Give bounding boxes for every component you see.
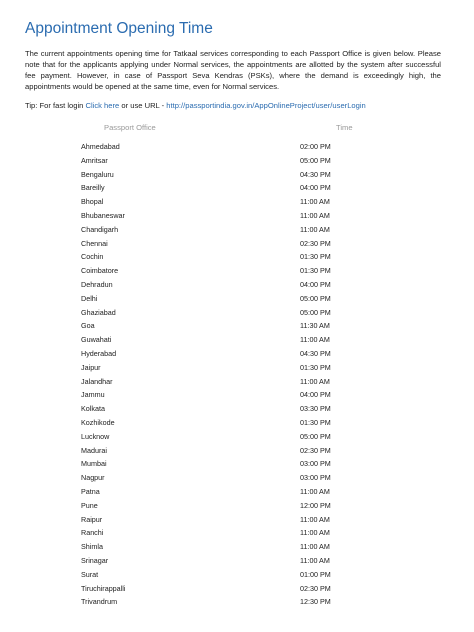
passport-office-cell: Ghaziabad <box>81 307 116 317</box>
column-header-passport-office: Passport Office <box>104 123 156 132</box>
passport-office-cell: Nagpur <box>81 473 105 483</box>
opening-time-cell: 11:00 AM <box>300 514 330 524</box>
opening-time-cell: 11:00 AM <box>300 197 330 207</box>
table-row <box>0 568 474 582</box>
passport-office-cell: Madurai <box>81 445 107 455</box>
table-row <box>0 278 474 292</box>
passport-office-cell: Patna <box>81 486 100 496</box>
opening-time-cell: 11:00 AM <box>300 376 330 386</box>
table-row <box>0 540 474 554</box>
passport-office-cell: Shimla <box>81 542 103 552</box>
opening-time-cell: 04:00 PM <box>300 390 331 400</box>
table-row <box>0 499 474 513</box>
tip-prefix: Tip: For fast login <box>25 101 86 110</box>
column-header-time: Time <box>336 123 353 132</box>
passport-office-cell: Goa <box>81 321 95 331</box>
table-row <box>0 347 474 361</box>
opening-time-cell: 04:30 PM <box>300 169 331 179</box>
passport-office-cell: Tiruchirappalli <box>81 583 126 593</box>
table-row <box>0 209 474 223</box>
table-row <box>0 402 474 416</box>
passport-office-cell: Bhubaneswar <box>81 210 125 220</box>
opening-time-cell: 11:00 AM <box>300 210 330 220</box>
opening-time-cell: 05:00 PM <box>300 307 331 317</box>
table-row <box>0 526 474 540</box>
intro-paragraph: The current appointments opening time for Tatkaal services corresponding to each Passport Office is given below. Please note that for the applicants applying under Normal services, the appointments are allotted by the system after successful fee payment. However, in case of Passport Seva Kendras (PSKs), where the demand is exceedingly high, the appointments would be opened at the same time, even for Normal services. <box>25 49 441 91</box>
table-row <box>0 319 474 333</box>
opening-time-cell: 04:00 PM <box>300 279 331 289</box>
opening-time-cell: 01:30 PM <box>300 417 331 427</box>
opening-time-cell: 03:00 PM <box>300 473 331 483</box>
table-row <box>0 471 474 485</box>
passport-office-cell: Lucknow <box>81 431 110 441</box>
passport-office-cell: Coimbatore <box>81 266 119 276</box>
page-title: Appointment Opening Time <box>25 20 213 37</box>
table-row <box>0 457 474 471</box>
passport-office-cell: Hyderabad <box>81 348 117 358</box>
table-row <box>0 582 474 596</box>
passport-office-cell: Raipur <box>81 514 103 524</box>
passport-office-cell: Chennai <box>81 238 108 248</box>
passport-office-cell: Srinagar <box>81 555 109 565</box>
opening-time-cell: 04:30 PM <box>300 348 331 358</box>
opening-time-cell: 11:00 AM <box>300 224 330 234</box>
tip-middle: or use URL - <box>119 101 167 110</box>
table-row <box>0 237 474 251</box>
passport-office-cell: Delhi <box>81 293 98 303</box>
opening-time-cell: 02:30 PM <box>300 445 331 455</box>
opening-time-cell: 02:30 PM <box>300 583 331 593</box>
passport-office-cell: Dehradun <box>81 279 113 289</box>
passport-office-cell: Ranchi <box>81 528 104 538</box>
passport-office-cell: Trivandrum <box>81 597 118 607</box>
passport-office-cell: Guwahati <box>81 335 112 345</box>
table-row <box>0 595 474 609</box>
opening-time-cell: 01:00 PM <box>300 569 331 579</box>
table-row <box>0 168 474 182</box>
passport-office-cell: Jaipur <box>81 362 101 372</box>
opening-time-cell: 05:00 PM <box>300 155 331 165</box>
opening-time-cell: 12:30 PM <box>300 597 331 607</box>
passport-office-cell: Kozhikode <box>81 417 115 427</box>
table-row <box>0 388 474 402</box>
table-row <box>0 513 474 527</box>
table-row <box>0 361 474 375</box>
passport-office-cell: Mumbai <box>81 459 107 469</box>
table-row <box>0 292 474 306</box>
table-row <box>0 430 474 444</box>
click-here-link[interactable]: Click here <box>85 101 120 110</box>
opening-time-cell: 01:30 PM <box>300 252 331 262</box>
passport-office-cell: Jalandhar <box>81 376 113 386</box>
opening-time-cell: 01:30 PM <box>300 266 331 276</box>
opening-time-cell: 05:00 PM <box>300 431 331 441</box>
table-row <box>0 554 474 568</box>
passport-office-cell: Bhopal <box>81 197 104 207</box>
passport-office-cell: Bengaluru <box>81 169 114 179</box>
passport-office-cell: Kolkata <box>81 404 105 414</box>
table-row <box>0 264 474 278</box>
opening-time-cell: 02:30 PM <box>300 238 331 248</box>
passport-office-cell: Chandigarh <box>81 224 119 234</box>
passport-office-cell: Amritsar <box>81 155 108 165</box>
table-row <box>0 485 474 499</box>
passport-office-cell: Jammu <box>81 390 105 400</box>
table-row <box>0 333 474 347</box>
opening-time-cell: 03:00 PM <box>300 459 331 469</box>
opening-time-cell: 11:00 AM <box>300 335 330 345</box>
table-row <box>0 306 474 320</box>
login-url-link[interactable]: http://passportindia.gov.in/AppOnlineProject/user/userLogin <box>166 101 366 110</box>
opening-time-cell: 11:00 AM <box>300 542 330 552</box>
table-row <box>0 444 474 458</box>
opening-time-cell: 11:30 AM <box>300 321 330 331</box>
opening-time-cell: 11:00 AM <box>300 486 330 496</box>
table-row <box>0 140 474 154</box>
opening-time-cell: 11:00 AM <box>300 528 330 538</box>
passport-office-cell: Bareilly <box>81 183 105 193</box>
opening-time-cell: 01:30 PM <box>300 362 331 372</box>
table-row <box>0 223 474 237</box>
table-row <box>0 154 474 168</box>
opening-time-cell: 12:00 PM <box>300 500 331 510</box>
opening-time-cell: 11:00 AM <box>300 555 330 565</box>
opening-time-cell: 02:00 PM <box>300 142 331 151</box>
passport-office-cell: Surat <box>81 569 99 579</box>
opening-time-cell: 05:00 PM <box>300 293 331 303</box>
table-row <box>0 375 474 389</box>
passport-office-cell: Pune <box>81 500 98 510</box>
table-row <box>0 195 474 209</box>
opening-time-cell: 04:00 PM <box>300 183 331 193</box>
tip-line <box>25 100 366 111</box>
opening-time-cell: 03:30 PM <box>300 404 331 414</box>
table-row <box>0 181 474 195</box>
table-row <box>0 250 474 264</box>
appointment-table <box>0 140 474 609</box>
passport-office-cell: Ahmedabad <box>81 142 120 151</box>
table-row <box>0 416 474 430</box>
passport-office-cell: Cochin <box>81 252 104 262</box>
